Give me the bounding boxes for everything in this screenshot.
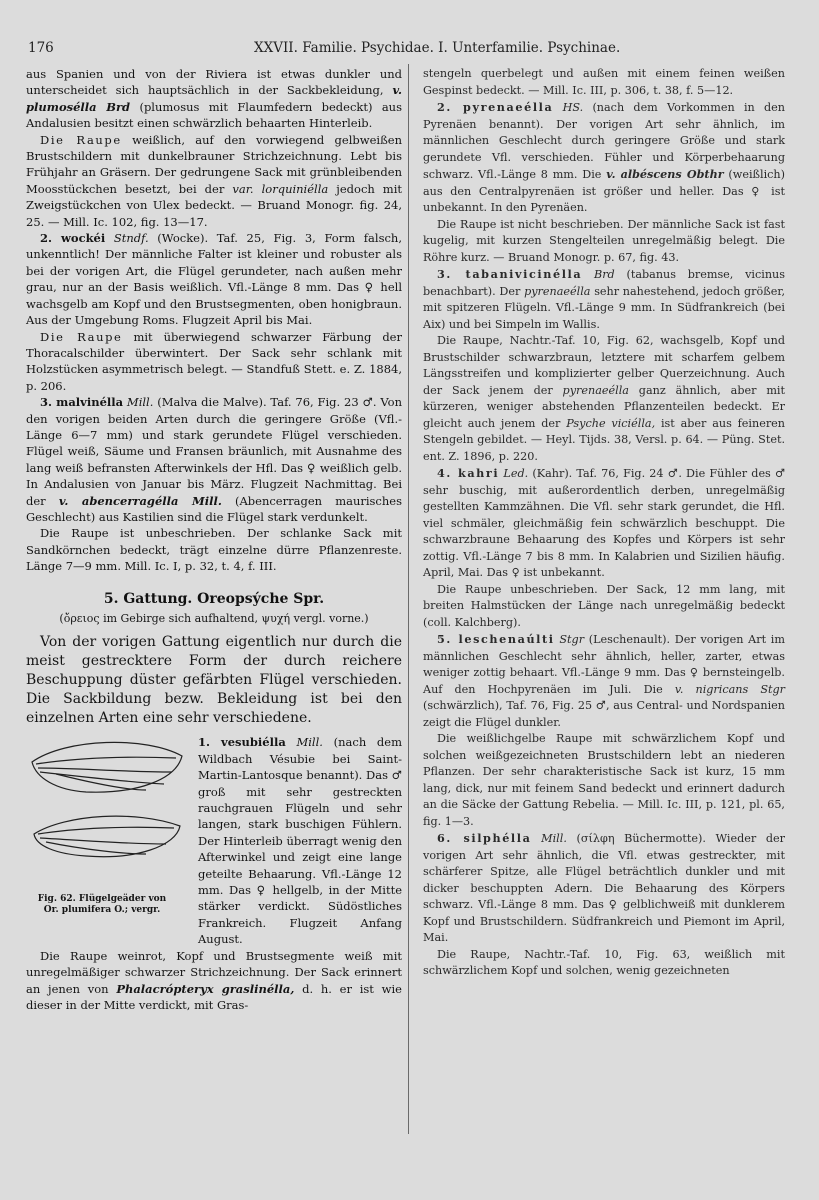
paragraph: aus Spanien und von der Riviera ist etwas dunkler und unterscheidet sich hauptsächlich in der Sackbekleidung, v. plumosélla Brd (plumosus mit Flaumfedern bedeckt) aus Andalusien besitzt einen schwärzlich behaarten Hinterleib. xyxy=(26,67,402,131)
paragraph: Die Raupe ist nicht beschrieben. Der männliche Sack ist fast kugelig, mit kurzen Stengelteilen unregelmäßig belegt. Die Röhre kurz. — Bruand Monogr. p. 67, fig. 43. xyxy=(423,217,785,264)
running-title: XXVII. Familie. Psychidae. I. Unterfamilie. Psychinae. xyxy=(254,40,621,56)
column-divider xyxy=(408,64,409,1134)
figure-caption: Fig. 62. Flügelgeäder von Or. plumifera O.; vergr. xyxy=(37,894,167,916)
paragraph: Die Raupe, Nachtr.-Taf. 10, Fig. 62, wachsgelb, Kopf und Brustschilder schwarzbraun, letztere mit scharfem gelbem Längsstreifen und komplizierter gelber Querzeichnung. Auch der Sack jenem der pyrenaeélla ganz ähnlich, aber mit kürzeren, weniger abstehenden Pflanzenteilen bedeckt. Er gleicht auch jenem der Psyche viciélla, ist aber aus feineren Stengeln gebildet. — Heyl. Tijds. 38, Versl. p. 64. — Püng. Stet. ent. Z. 1896, p. 220. xyxy=(423,334,786,463)
paragraph: stengeln querbelegt und außen mit einem feinen weißen Gespinst bedeckt. — Mill. Ic. III, p. 306, t. 38, f. 5—12. xyxy=(423,67,785,97)
page-number: 176 xyxy=(28,40,54,56)
figure-block xyxy=(26,734,402,947)
species-entry: 3. malvinélla Mill. (Malva die Malve). Taf. 76, Fig. 23 ♂. Von den vorigen beiden Arten durch die geringere Größe (Vfl.-Länge 6—7 mm) und stark gerundete Flügel verschieden. Flügel weiß, Säume und Fransen bräunlich, mit Ausnahme des lang weiß befransten Afterwinkels der Hfl. Das ♀ weißlich gelb. In Andalusien von Januar bis März. Flugzeit Nachmittag. Bei der v. abencerragélla Mill. (Abencerragen maurisches Geschlecht) aus Kastilien sind die Flügel stark verdunkelt. xyxy=(26,395,402,524)
paragraph: Die Raupe ist unbeschrieben. Der schlanke Sack mit Sandkörnchen bedeckt, trägt einzelne dürre Pflanzenreste. Länge 7—9 mm. Mill. Ic. I, p. 32, t. 4, f. III. xyxy=(26,526,402,574)
page-header xyxy=(28,40,768,60)
paragraph: Die Raupe, Nachtr.-Taf. 10, Fig. 63, weißlich mit schwärzlichem Kopf und solchen, wenig gezeichneten xyxy=(423,947,785,977)
genus-heading: 5. Gattung. Oreopsýche Spr. xyxy=(103,590,325,607)
left-column xyxy=(26,66,402,1013)
genus-intro: Von der vorigen Gattung eigentlich nur durch die meist gestrecktere Form der durch reichere Beschuppung düster gefärbten Flügel verschieden. Die Sackbildung bezw. Bekleidung ist bei den einzelnen Arten eine sehr verschiedene. xyxy=(26,634,402,727)
paragraph: Die Raupe weißlich, auf den vorwiegend gelbweißen Brustschildern mit dunkelbrauner Strichzeichnung. Lebt bis Frühjahr an Gräsern. Der gedrungene Sack mit grünbleibenden Moosstückchen besetzt, bei der var. lorquiniélla jedoch mit Zweigstückchen von Ulex bedeckt. — Bruand Monogr. fig. 24, 25. — Mill. Ic. 102, fig. 13—17. xyxy=(26,132,403,229)
wing-venation-illustration xyxy=(26,734,186,894)
paragraph: Die Raupe mit überwiegend schwarzer Färbung der Thoracalschilder überwintert. Der Sack sehr schlank mit Holzstücken asymmetrisch belegt. — Standfuß Stett. e. Z. 1884, p. 206. xyxy=(26,329,402,393)
species-entry: 4. kahri Led. (Kahr). Taf. 76, Fig. 24 ♂. Die Fühler des ♂ sehr buschig, mit außerordentlich derben, unregelmäßig gestellten Kammzähnen. Die Vfl. sehr stark gerundet, die Hfl. viel schmäler, gleichmäßig fein schwärzlich beschuppt. Die schwarzbraune Behaarung des Kopfes und Körpers ist sehr zottig. Vfl.-Länge 7 bis 8 mm. In Kalabrien und Sizilien häufig. April, Mai. Das ♀ ist unbekannt. xyxy=(423,466,785,579)
right-column xyxy=(423,66,785,980)
species-entry: 6. silphélla Mill. (σίλφη Büchermotte). Wieder der vorigen Art sehr ähnlich, die Vfl. etwas gestreckter, mit schärferer Spitze, alle Flügel beträchtlich dunkler und mit dicker beschuppten Adern. Die Behaarung des Körpers schwarz. Vfl.-Länge 8 mm. Das ♀ gelblichweiß mit dunklerem Kopf und Brustschildern. Südfrankreich und Piemont im April, Mai. xyxy=(423,831,785,944)
wing-venation-figure xyxy=(26,734,186,924)
species-entry: 3. tabanivicinélla Brd (tabanus bremse, vicinus benachbart). Der pyrenaeélla sehr nahestehend, jedoch größer, mit spitzeren Flügeln. Vfl.-Länge 9 mm. In Südfrankreich (bei Aix) und bei Simpeln im Wallis. xyxy=(423,267,785,331)
species-entry: 2. wockéi Stndf. (Wocke). Taf. 25, Fig. 3, Form falsch, unkenntlich! Der männliche Falter ist kleiner und robuster als bei der vorigen Art, die Flügel gerundeter, nach außen mehr grau, nur an der Basis weißlich. Vfl.-Länge 8 mm. Das ♀ hell wachsgelb am Kopf und den Brustsegmenten, oben honigbraun. Aus der Umgebung Roms. Flugzeit April bis Mai. xyxy=(26,231,402,328)
paragraph: Die Raupe unbeschrieben. Der Sack, 12 mm lang, mit breiten Halmstücken der Länge nach unregelmäßig bedeckt (coll. Kalchberg). xyxy=(423,582,785,629)
species-entry: 2. pyrenaeélla HS. (nach dem Vorkommen in den Pyrenäen benannt). Der vorigen Art sehr ähnlich, im männlichen Geschlecht durch geringere Größe und stark gerundete Vfl. verschieden. Fühler und Körperbehaarung schwarz. Vfl.-Länge 8 mm. Die v. albéscens Obthr (weißlich) aus den Centralpyrenäen ist größer und heller. Das ♀ ist unbekannt. In den Pyrenäen. xyxy=(423,100,785,214)
species-entry: 5. leschenaúlti Stgr (Leschenault). Der vorigen Art im männlichen Geschlecht sehr ähnlich, heller, zarter, etwas weniger zottig behaart. Vfl.-Länge 9 mm. Das ♀ bernsteingelb. Auf den Hochpyrenäen im Juli. Die v. nigricans Stgr (schwärzlich), Taf. 76, Fig. 25 ♂, aus Central- und Nordspanien zeigt die Flügel dunkler. xyxy=(423,632,785,729)
species-entry: 1. vesubiélla Mill. (nach dem Wildbach Vésubie bei Saint-Martin-Lantosque benannt). Das ♂ groß mit sehr gestreckten rauchgrauen Flügeln und sehr langen, stark buschigen Fühlern. Der Hinterleib überragt wenig den Afterwinkel und zeigt eine lange geteilte Behaarung. Vfl.-Länge 12 mm. Das ♀ hellgelb, in der Mitte stärker verdickt. Südöstliches Frankreich. Flugzeit Anfang August. xyxy=(198,735,402,947)
paragraph: Die Raupe weinrot, Kopf und Brustsegmente weiß mit unregelmäßiger schwarzer Strichzeichnung. Der Sack erinnert an jenen von Phalacrópteryx graslinélla, d. h. er ist wie dieser in der Mitte verdickt, mit Gras- xyxy=(26,948,402,1012)
genus-etymology: (ὄρειος im Gebirge sich aufhaltend, ψυχή vergl. vorne.) xyxy=(59,612,369,625)
paragraph: Die weißlichgelbe Raupe mit schwärzlichem Kopf und solchen weißgezeichneten Brustschildern lebt an niederen Pflanzen. Der sehr charakteristische Sack ist kurz, 15 mm lang, dick, nur mit feinem Sand bedeckt und erinnert dadurch an die Säcke der Gattung Rebelia. — Mill. Ic. III, p. 121, pl. 65, fig. 1—3. xyxy=(423,732,785,828)
